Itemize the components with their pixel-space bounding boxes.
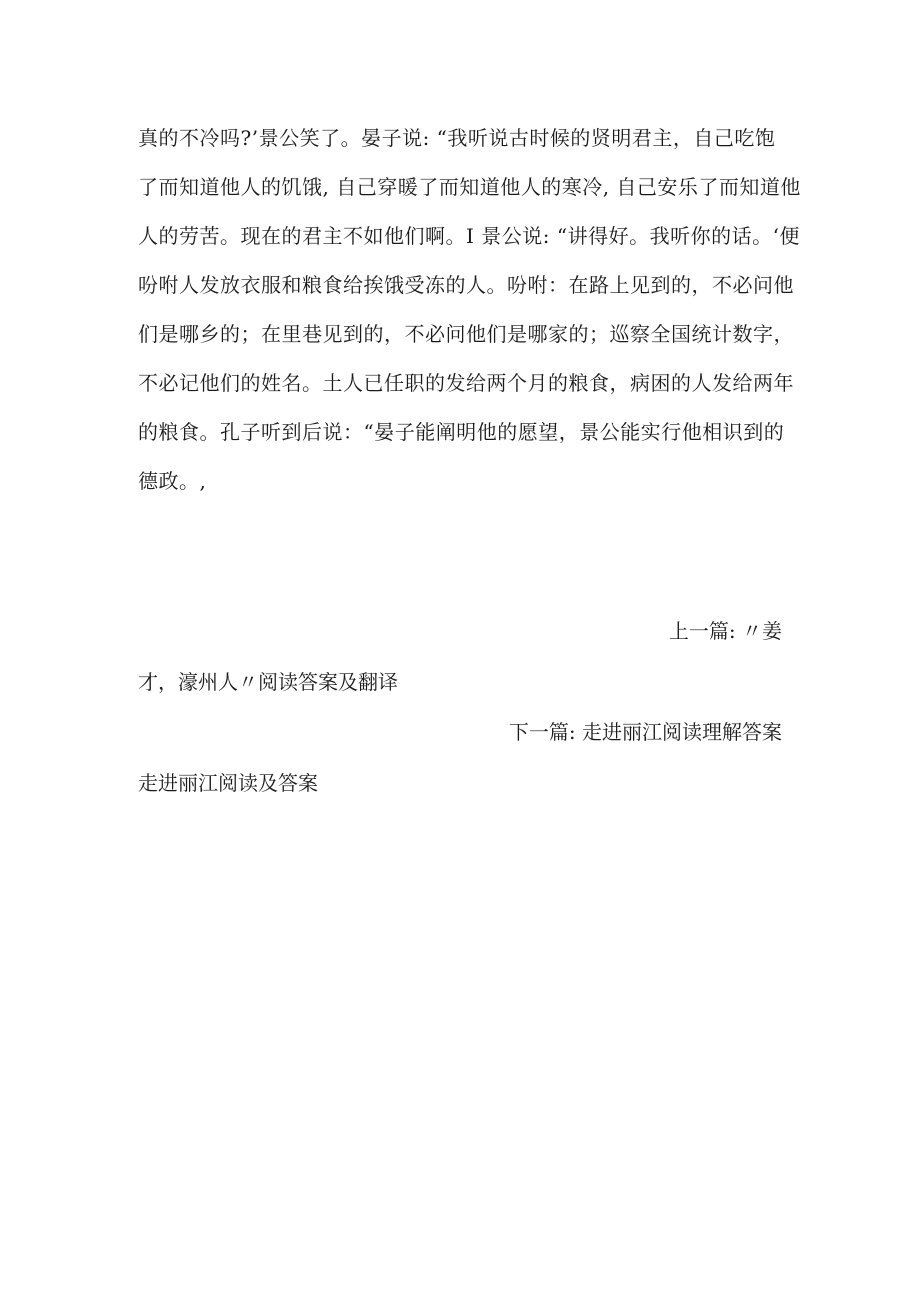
- paragraph-line: 的粮食。孔子听到后说：“晏子能阐明他的愿望，景公能实行他相识到的: [138, 420, 785, 444]
- previous-article-link-continued[interactable]: [138, 667, 398, 697]
- previous-article-link-text-end[interactable]: 才，濠州人〃阅读答案及翻译: [138, 670, 398, 694]
- paragraph-line: 不必记他们的姓名。土人已任职的发给两个月的粮食，病困的人发给两年: [138, 371, 794, 395]
- paragraph-line: 们是哪乡的；在里巷见到的，不必问他们是哪家的；巡察全国统计数字，: [138, 322, 794, 346]
- next-article-link[interactable]: [509, 717, 782, 747]
- paragraph-line: 吩咐人发放衣服和粮食给挨饿受冻的人。吩咐：在路上见到的，不必问他: [138, 273, 794, 297]
- paragraph-line: 了而知道他人的饥饿, 自己穿暖了而知道他人的寒冷, 自己安乐了而知道他: [138, 175, 801, 199]
- paragraph-line: 德政。,: [138, 469, 207, 493]
- next-article-link-continued[interactable]: [138, 768, 318, 798]
- paragraph-line: 真的不冷吗?’景公笑了。晏子说: “我听说古时候的贤明君主，自己吃饱: [138, 126, 776, 150]
- paragraph-line: 人的劳苦。现在的君主不如他们啊。I 景公说: “讲得好。我听你的话。‘便: [138, 224, 800, 248]
- article-paragraph: [138, 118, 801, 510]
- next-article-link-text-start[interactable]: 下一篇: 走进丽江阅读理解答案: [508, 720, 782, 744]
- previous-article-link-text-start[interactable]: 上一篇: 〃姜: [668, 619, 782, 643]
- next-article-link-text-end[interactable]: 走进丽江阅读及答案: [138, 771, 318, 795]
- previous-article-link[interactable]: [669, 616, 782, 646]
